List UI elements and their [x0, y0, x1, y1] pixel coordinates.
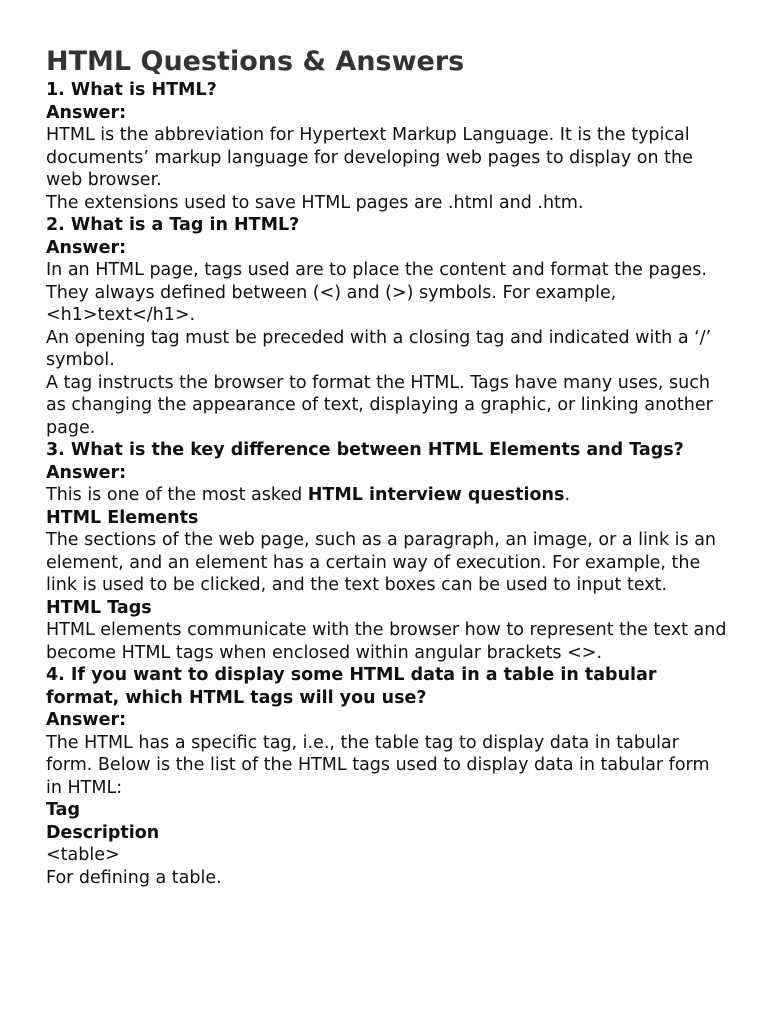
table-row-tag: <table> — [46, 845, 120, 865]
question-1-paragraph-2: The extensions used to save HTML pages are .html and .htm. — [46, 192, 584, 213]
question-2-paragraph-1: In an HTML page, tags used are to place the content and format the pages. They always defined between (<) and (>) symbols. For example, <h1>text</h1>. — [46, 260, 713, 325]
question-3-intro — [46, 484, 728, 507]
question-2-answer-label: Answer: — [46, 237, 127, 258]
question-1-answer-label: Answer: — [46, 102, 127, 123]
document-title: HTML Questions & Answers — [46, 46, 465, 77]
question-2-paragraph-2: An opening tag must be preceded with a closing tag and indicated with a ‘/’ symbol. — [46, 327, 717, 370]
question-2 — [46, 214, 728, 439]
table-header-description: Description — [46, 822, 160, 843]
question-4-heading: 4. If you want to display some HTML data in a table in tabular format, which HTML tags will you use? — [46, 665, 663, 708]
html-tags-heading: HTML Tags — [46, 597, 152, 618]
html-elements-heading: HTML Elements — [46, 507, 199, 528]
question-3 — [46, 439, 733, 664]
table-header-tag: Tag — [46, 800, 81, 820]
question-3-intro-emphasis: HTML interview questions — [307, 485, 565, 505]
table-row-description: For defining a table. — [46, 867, 222, 888]
question-3-intro-text: This is one of the most asked — [46, 485, 308, 505]
question-4-answer-label: Answer: — [46, 710, 127, 730]
question-2-paragraph-3: A tag instructs the browser to format the HTML. Tags have many uses, such as changing the appearance of text, displaying a graphic, or linking another page. — [46, 372, 719, 438]
question-3-heading: 3. What is the key difference between HTML Elements and Tags? — [46, 440, 684, 460]
html-tags-text: HTML elements communicate with the browser how to represent the text and become HTML tags when enclosed within angular brackets <>. — [46, 620, 733, 663]
question-4 — [46, 664, 728, 889]
question-1 — [46, 79, 728, 214]
question-2-heading: 2. What is a Tag in HTML? — [46, 215, 300, 235]
question-1-heading: 1. What is HTML? — [46, 80, 217, 100]
html-elements-text: The sections of the web page, such as a paragraph, an image, or a link is an element, and an element has a certain way of execution. For example, the link is used to be clicked, and the text boxes can be used to input text. — [46, 530, 722, 595]
question-3-intro-end: . — [564, 485, 571, 505]
question-1-paragraph-1: HTML is the abbreviation for Hypertext Markup Language. It is the typical documents’ markup language for developing web pages to display on the web browser. — [46, 125, 699, 190]
question-3-answer-label: Answer: — [46, 462, 127, 483]
question-4-paragraph-1: The HTML has a specific tag, i.e., the table tag to display data in tabular form. Below is the list of the HTML tags used to display data in tabular form in HTML: — [46, 732, 716, 798]
